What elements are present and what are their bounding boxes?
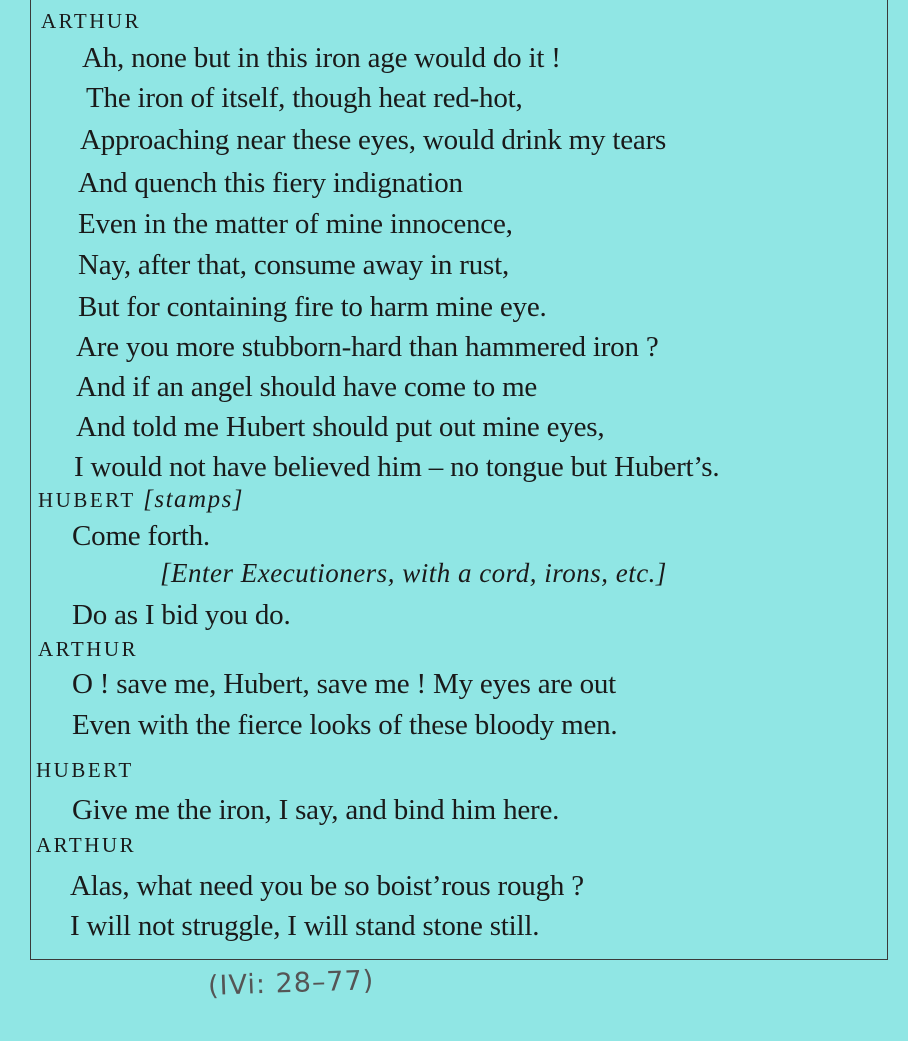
speaker-line bbox=[38, 487, 244, 513]
verse-line: O ! save me, Hubert, save me ! My eyes are out bbox=[72, 668, 617, 700]
verse-line: And quench this fiery indignation bbox=[78, 167, 463, 199]
verse-line: Alas, what need you be so boist’rous rough ? bbox=[70, 870, 584, 902]
verse-line: Approaching near these eyes, would drink my tears bbox=[80, 124, 667, 156]
speaker-label: HUBERT bbox=[38, 488, 136, 512]
verse-line: Come forth. bbox=[72, 520, 210, 552]
verse-line: Nay, after that, consume away in rust, bbox=[78, 249, 510, 281]
verse-line: Are you more stubborn-hard than hammered iron ? bbox=[76, 331, 659, 363]
stage-direction-inline: [stamps] bbox=[143, 486, 245, 513]
verse-line: Even in the matter of mine innocence, bbox=[78, 208, 513, 240]
speaker-label: ARTHUR bbox=[41, 9, 142, 33]
verse-line: Even with the fierce looks of these bloody men. bbox=[72, 709, 618, 741]
speaker-label: ARTHUR bbox=[38, 637, 139, 661]
verse-line: And if an angel should have come to me bbox=[76, 371, 538, 403]
verse-line: I would not have believed him – no tongue but Hubert’s. bbox=[74, 451, 720, 483]
verse-line: Do as I bid you do. bbox=[72, 599, 291, 631]
verse-line: I will not struggle, I will stand stone still. bbox=[70, 910, 540, 942]
verse-line: Ah, none but in this iron age would do it ! bbox=[82, 42, 561, 74]
stage-direction: [Enter Executioners, with a cord, irons, etc.] bbox=[160, 558, 667, 588]
verse-line: But for containing fire to harm mine eye. bbox=[78, 291, 547, 323]
verse-line: Give me the iron, I say, and bind him here. bbox=[72, 794, 560, 826]
speaker-label: HUBERT bbox=[36, 758, 134, 782]
speaker-label: ARTHUR bbox=[36, 833, 137, 857]
verse-line: The iron of itself, though heat red-hot, bbox=[86, 82, 523, 114]
handwritten-reference: (IVi: 28–77) bbox=[207, 965, 375, 1002]
verse-line: And told me Hubert should put out mine eyes, bbox=[76, 411, 605, 443]
